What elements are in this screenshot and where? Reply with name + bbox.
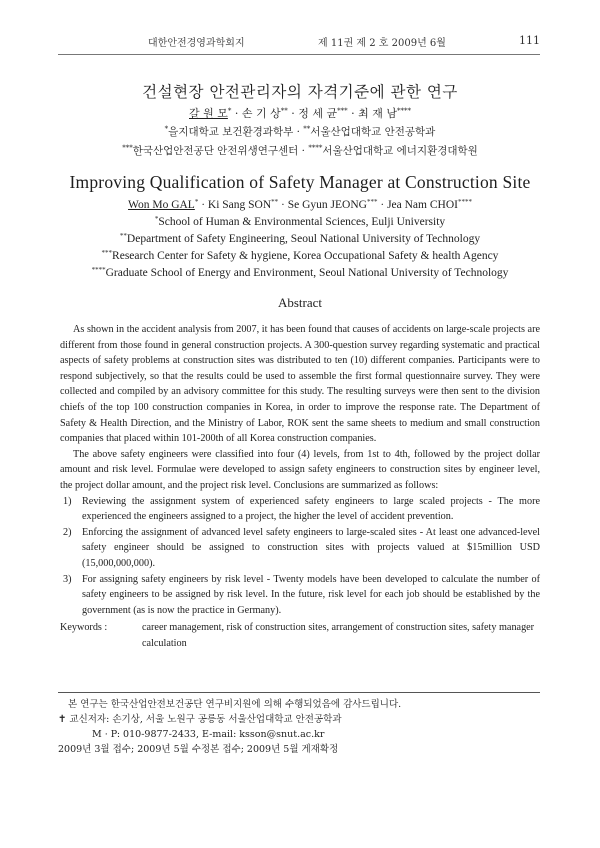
- affiliation-mark: ***: [122, 144, 133, 152]
- author-mark: **: [280, 107, 288, 115]
- abstract-paragraph-1: As shown in the accident analysis from 2007, it has been found that causes of accidents on large-scale projects are different from those found in general construction projects. A 300-question survey regarding systematic and practical aspects of safety problems at construction sites was distributed to ten (10) different companies. Participants were to respond subjectively, so that the results could be used to assemble the first formal questionnaire survey. They were collected and compiled by an advisory committee for this study. The resulting surveys were then sent to the division chiefs of the top 100 construction companies in Korea, in order to improve the response rate. The Department of Safety & Health Direction, and the Ministry of Labor, ROK sent the same sheets to medium and small construction companies that placed within 101-200th of all Korea construction companies.: [60, 324, 540, 445]
- affiliation-mark: **: [303, 125, 311, 133]
- korean-author: · 정 세 균: [287, 107, 338, 120]
- affiliation-mark: *: [154, 215, 159, 223]
- affiliation-mark: ****: [308, 144, 323, 152]
- english-affiliation-2: [0, 232, 600, 245]
- english-author: · Ki Sang SON: [198, 199, 272, 211]
- item-number: 3): [63, 573, 72, 585]
- author-mark: **: [271, 198, 279, 206]
- footnote-divider: [58, 692, 540, 693]
- running-header-issue: 제 11권 제 2 호 2009년 6월: [318, 38, 446, 49]
- conclusions-list: [60, 494, 540, 619]
- keywords-label: Keywords :: [60, 622, 108, 633]
- author-mark: ***: [366, 198, 378, 206]
- author-mark: ***: [337, 107, 348, 115]
- item-text: Reviewing the assignment system of experienced safety engineers to large scaled projects - The more experienced the engineers assigned to a project, the higher the level of accident prevention.: [82, 495, 540, 523]
- affiliation-mark: *: [164, 125, 169, 133]
- affiliation-text: School of Human & Environmental Sciences, Eulji University: [158, 216, 446, 228]
- english-author: · Se Gyun JEONG: [278, 199, 367, 211]
- korean-affiliation-line-2: [0, 143, 600, 158]
- funding-note: 본 연구는 한국산업안전보건공단 연구비지원에 의해 수행되었음에 감사드립니다.: [68, 699, 402, 710]
- korean-title: 건설현장 안전관리자의 자격기준에 관한 연구: [142, 83, 458, 101]
- conclusion-item: [60, 525, 540, 572]
- author-mark: *: [227, 107, 232, 115]
- abstract-heading: Abstract: [277, 295, 323, 310]
- footnotes: [58, 697, 540, 757]
- keywords: [60, 620, 540, 651]
- english-affiliation-4: [0, 266, 600, 279]
- affiliation-text: 서울산업대학교 에너지환경대학원: [322, 145, 478, 157]
- english-first-author: Won Mo GAL: [128, 199, 195, 211]
- affiliation-text: 한국산업안전공단 안전위생연구센터 ·: [132, 145, 309, 157]
- contact-info: M · P: 010-9877-2433, E-mail: ksson@snut.ac.kr: [92, 729, 325, 740]
- korean-authors: [0, 105, 600, 121]
- affiliation-mark: **: [119, 232, 127, 240]
- affiliation-text: Department of Safety Engineering, Seoul National University of Technology: [126, 233, 481, 245]
- keywords-text: career management, risk of construction sites, arrangement of construction sites, safety manager calculation: [142, 622, 535, 649]
- author-mark: *: [194, 198, 199, 206]
- korean-author: · 손 기 상: [231, 107, 281, 120]
- conclusion-item: [60, 572, 540, 619]
- affiliation-text: 을지대학교 보건환경과학부 ·: [168, 126, 304, 138]
- affiliation-text: 서울산업대학교 안전공학과: [310, 126, 436, 138]
- english-author: · Jea Nam CHOI: [377, 199, 458, 211]
- english-affiliation-3: [0, 249, 600, 262]
- corresponding-author-note: [58, 712, 540, 727]
- english-affiliation-1: [0, 215, 600, 228]
- item-number: 2): [63, 526, 72, 538]
- item-number: 1): [63, 495, 72, 507]
- dagger-icon: ✝: [58, 714, 67, 725]
- author-mark: ****: [397, 107, 411, 115]
- affiliation-text: Research Center for Safety & hygiene, Korea Occupational Safety & health Agency: [112, 250, 499, 262]
- korean-affiliation-line-1: [0, 124, 600, 139]
- english-authors: [0, 198, 600, 211]
- abstract-paragraph-2: The above safety engineers were classified into four (4) levels, from 1st to 4th, followed by the project dollar amount and risk level. Formulae were developed to assign safety engineers to construction sites by engineer level, the project dollar amount, and the project risk level. Conclusions are summarized as follows:: [60, 448, 540, 491]
- page-number: 111: [519, 34, 540, 47]
- item-text: For assigning safety engineers by risk level - Twenty models have been developed to calculate the number of safety engineers to be assigned by risk level. In the future, risk level for each job should be established by the government (as is now the practice in Germany).: [82, 573, 540, 616]
- conclusion-item: [60, 494, 540, 525]
- affiliation-mark: ****: [91, 266, 106, 274]
- running-header-journal: 대한안전경영과학회지: [148, 38, 245, 49]
- header-divider: [58, 54, 540, 55]
- korean-first-author: 갈 원 모: [189, 107, 228, 120]
- affiliation-mark: ***: [101, 249, 113, 257]
- corresponding-author-text: 교신저자: 손기상, 서울 노원구 공릉동 서울산업대학교 안전공학과: [69, 714, 342, 725]
- affiliation-text: Graduate School of Energy and Environment, Seoul National University of Technology: [105, 267, 509, 279]
- author-mark: ****: [457, 198, 472, 206]
- submission-dates: 2009년 3월 접수; 2009년 5월 수정본 접수; 2009년 5월 게재확정: [58, 744, 339, 755]
- english-title: Improving Qualification of Safety Manager at Construction Site: [69, 172, 531, 192]
- abstract-body: [60, 322, 540, 618]
- item-text: Enforcing the assignment of advanced level safety engineers to large-scaled sites - At least one advanced-level safety engineer should be assigned to construction sites with projects valued at $15million USD (15,000,000,000).: [82, 526, 540, 569]
- korean-author: · 최 재 남: [347, 107, 397, 120]
